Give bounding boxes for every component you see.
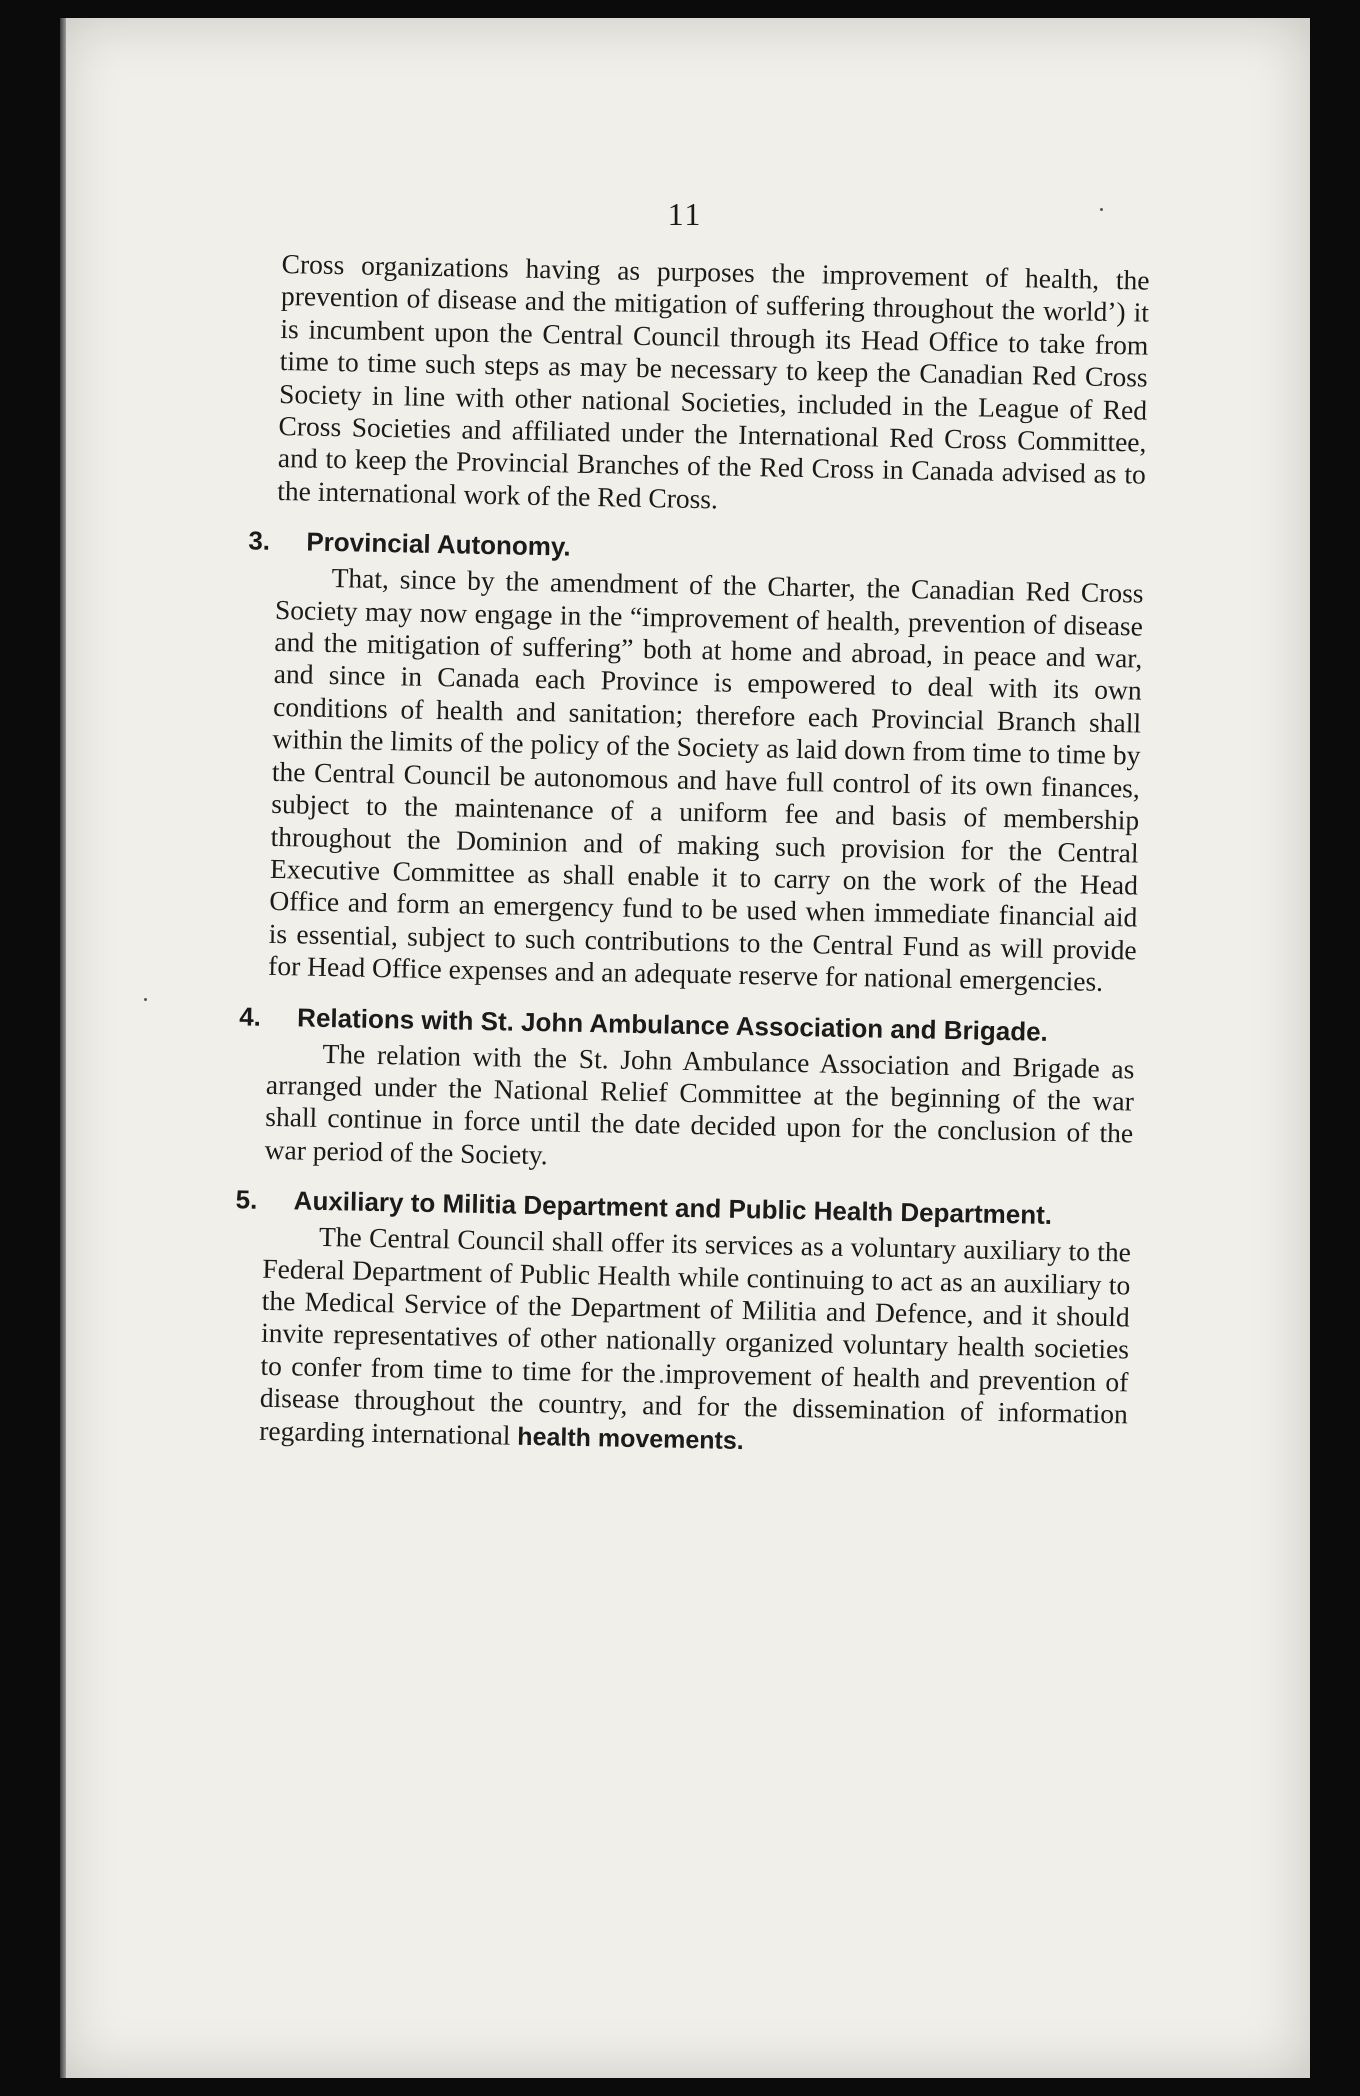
section-body-text: The Central Council shall offer its services as a voluntary auxiliary to the Federal Department of Public Health while continuing to act as an auxiliary to the Medical Service of the Department of Militia and Defence, and it should invite representatives of other nationally organized voluntary health societies to confer from time to time for the improvement of health and prevention of disease throughout the country, and for the dissemination of information regarding international	[259, 1221, 1132, 1451]
section-body-bold-ending: health movements.	[517, 1422, 745, 1455]
opening-paragraph: Cross organizations having as purposes the improvement of health, the prevention of disease and the mitigation of suffering throughout the world’) it is incumbent upon the Central Council through its Head Office to take from time to time such steps as may be necessary to keep the Canadian Red Cross Society in line with other national Societies, included in the League of Red Cross Societies and affiliated under the International Red Cross Committee, and to keep the Provincial Branches of the Red Cross in Canada advised as to the international work of the Red Cross.	[277, 248, 1150, 515]
scan-speck	[144, 998, 147, 1001]
section-body-st-john-ambulance: The relation with the St. John Ambulance Association and Brigade as arranged under the National Relief Committee at the beginning of the war shall continue in force until the date decided upon for the conclusion of the war period of the Society.	[264, 1037, 1135, 1171]
section-number: 3.	[248, 525, 271, 557]
section-title: Provincial Autonomy.	[306, 526, 571, 562]
page-body	[235, 248, 1150, 1464]
section-body-provincial-autonomy: That, since by the amendment of the Charter, the Canadian Red Cross Society may now engage in the “improvement of health, prevention of disease and the mitigation of suffering” both at home and abroad, in peace and war, and since in Canada each Province is empowered to deal with its own conditions of health and sanitation; therefore each Provincial Branch shall within the limits of the policy of the Society as laid down from time to time by the Central Council be autonomous and have full control of its own finances, subject to the maintenance of a uniform fee and basis of membership throughout the Dominion and of making such provision for the Central Executive Committee as shall enable it to carry on the work of the Head Office and form an emergency fund to be used when immediate financial aid is essential, subject to such contributions to the Central Fund as will provide for Head Office expenses and an adequate reserve for national emergencies.	[267, 562, 1144, 998]
document-page	[60, 18, 1310, 2078]
page-number: 11	[667, 196, 703, 232]
page-binding-edge	[60, 18, 66, 2078]
section-number: 5.	[235, 1184, 258, 1215]
section-title: Auxiliary to Militia Department and Public Health Department.	[293, 1185, 1053, 1231]
section-title: Relations with St. John Ambulance Association and Brigade.	[296, 1001, 1049, 1047]
section-body-auxiliary-militia	[259, 1220, 1131, 1464]
section-number: 4.	[238, 1000, 262, 1032]
